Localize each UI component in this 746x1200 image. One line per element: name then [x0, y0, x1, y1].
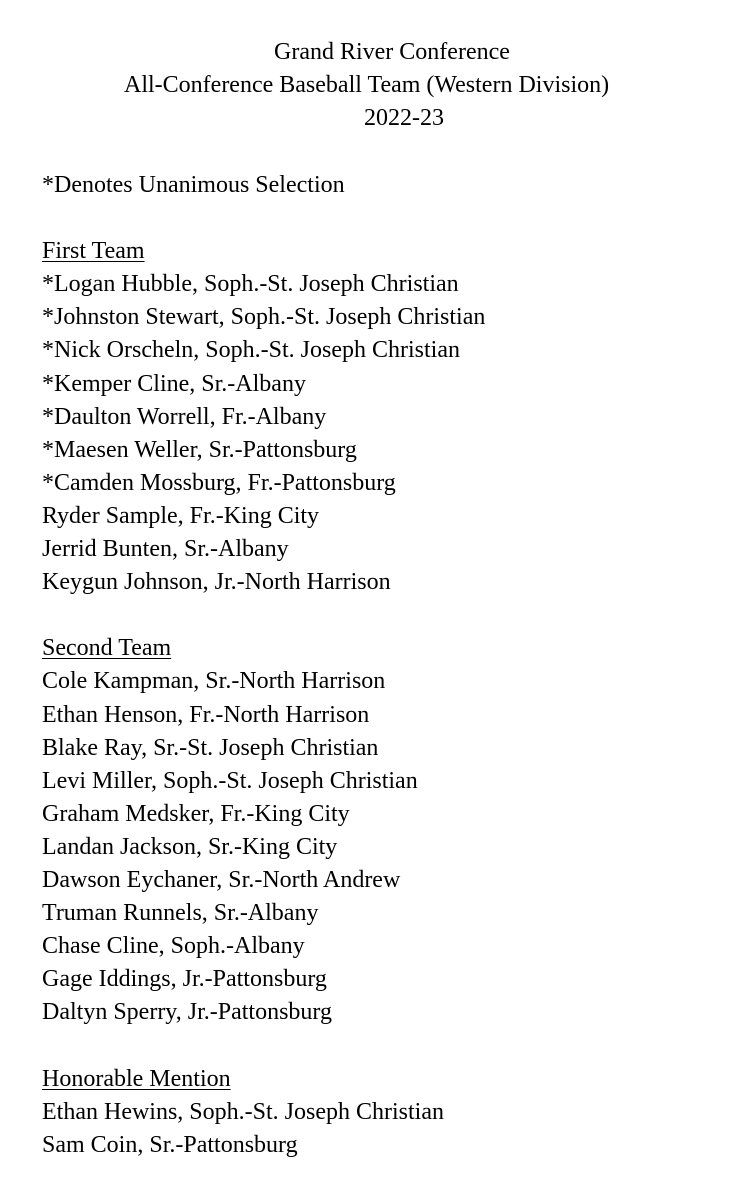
player-entry: Dawson Eychaner, Sr.-North Andrew — [42, 866, 401, 893]
player-entry: Cole Kampman, Sr.-North Harrison — [42, 668, 386, 695]
spacer — [42, 1029, 732, 1062]
document-header — [0, 36, 746, 135]
first-team-section — [42, 235, 732, 599]
spacer — [42, 599, 732, 632]
player-entry: Gage Iddings, Jr.-Pattonsburg — [42, 966, 327, 993]
player-entry: Sam Coin, Sr.-Pattonsburg — [42, 1131, 298, 1158]
player-entry: *Maesen Weller, Sr.-Pattonsburg — [42, 436, 357, 463]
player-entry: Jerrid Bunten, Sr.-Albany — [42, 536, 289, 563]
player-entry: *Logan Hubble, Soph.-St. Joseph Christian — [42, 271, 459, 298]
player-entry: Landan Jackson, Sr.-King City — [42, 833, 338, 860]
honorable-mention-heading: Honorable Mention — [42, 1065, 231, 1092]
season-year: 2022-23 — [364, 105, 444, 131]
document-body — [42, 169, 732, 1162]
conference-name: Grand River Conference — [274, 39, 510, 65]
player-entry: *Johnston Stewart, Soph.-St. Joseph Christian — [42, 304, 486, 331]
player-entry: Blake Ray, Sr.-St. Joseph Christian — [42, 734, 379, 761]
player-entry: Truman Runnels, Sr.-Albany — [42, 900, 319, 927]
player-entry: Ethan Hewins, Soph.-St. Joseph Christian — [42, 1098, 444, 1125]
player-entry: Ryder Sample, Fr.-King City — [42, 502, 320, 529]
player-entry: Graham Medsker, Fr.-King City — [42, 800, 350, 827]
team-title: All-Conference Baseball Team (Western Division) — [124, 72, 610, 98]
player-entry: *Kemper Cline, Sr.-Albany — [42, 370, 306, 397]
second-team-section — [42, 632, 732, 1029]
first-team-heading: First Team — [42, 238, 145, 265]
player-entry: *Daulton Worrell, Fr.-Albany — [42, 403, 327, 430]
player-entry: Keygun Johnson, Jr.-North Harrison — [42, 569, 391, 596]
unanimous-note: *Denotes Unanimous Selection — [42, 172, 345, 198]
second-team-heading: Second Team — [42, 635, 172, 662]
player-entry: *Camden Mossburg, Fr.-Pattonsburg — [42, 469, 396, 496]
player-entry: Chase Cline, Soph.-Albany — [42, 933, 305, 960]
player-entry: Levi Miller, Soph.-St. Joseph Christian — [42, 767, 418, 794]
spacer — [42, 202, 732, 235]
player-entry: Daltyn Sperry, Jr.-Pattonsburg — [42, 999, 332, 1026]
player-entry: *Nick Orscheln, Soph.-St. Joseph Christian — [42, 337, 460, 364]
player-entry: Ethan Henson, Fr.-North Harrison — [42, 701, 370, 728]
honorable-mention-section — [42, 1063, 732, 1162]
